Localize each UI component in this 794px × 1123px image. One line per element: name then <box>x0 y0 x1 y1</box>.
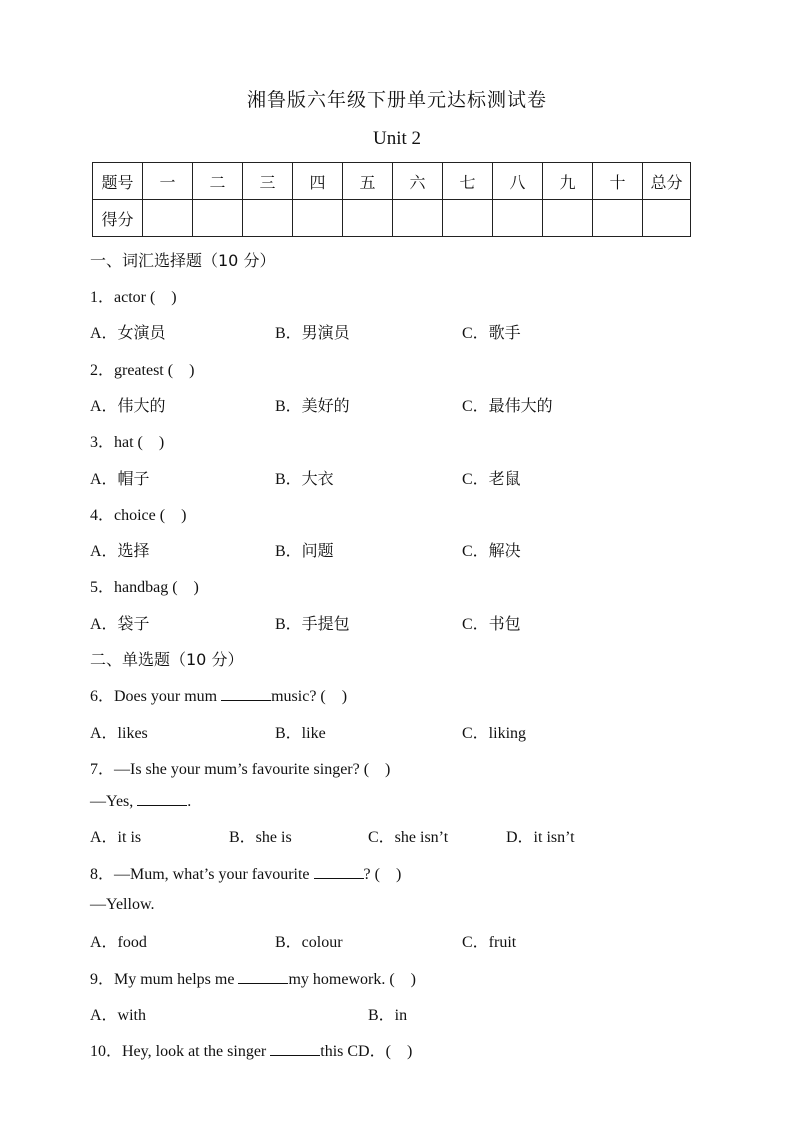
score-input-cell[interactable] <box>643 200 691 237</box>
question-stem <box>90 861 401 884</box>
score-input-cell[interactable] <box>143 200 193 237</box>
score-input-cell[interactable] <box>193 200 243 237</box>
question-stem: 4．choice ( ) <box>90 507 187 524</box>
question-text: 10．Hey, look at the singer <box>90 1043 271 1060</box>
option-d: D．it isn’t <box>506 829 575 846</box>
option-a: A．伟大的 <box>90 398 166 415</box>
question-text: 9．My mum helps me <box>90 971 239 988</box>
option-a: A．likes <box>90 725 148 742</box>
question-stem: 7．—Is she your mum’s favourite singer? ( ) <box>90 761 391 778</box>
score-header-cell: 九 <box>543 163 593 200</box>
option-a: A．女演员 <box>90 325 166 342</box>
question-text: ? ( ) <box>363 866 402 883</box>
question-text: music? ( ) <box>271 688 348 705</box>
page-title: 湘鲁版六年级下册单元达标测试卷 <box>246 89 547 111</box>
option-b: B．美好的 <box>275 398 350 415</box>
score-input-cell[interactable] <box>493 200 543 237</box>
option-c: C．she isn’t <box>368 829 449 846</box>
option-a: A．with <box>90 1007 147 1024</box>
option-c: C．老鼠 <box>462 471 521 488</box>
score-header-cell: 一 <box>143 163 193 200</box>
question-text: . <box>187 793 192 810</box>
option-c: C．liking <box>462 725 527 742</box>
question-answer-line: —Yellow. <box>90 896 155 913</box>
option-b: B．大衣 <box>275 471 334 488</box>
score-header-cell: 题号 <box>93 163 143 200</box>
question-stem <box>90 1038 412 1061</box>
score-table-header-row <box>93 163 691 200</box>
option-a: A．it is <box>90 829 142 846</box>
section-heading-vocabulary: 一、词汇选择题（10 分） <box>90 251 276 270</box>
question-text: my homework. ( ) <box>288 971 416 988</box>
question-text: 6．Does your mum <box>90 688 222 705</box>
score-input-cell[interactable] <box>243 200 293 237</box>
question-stem: 5．handbag ( ) <box>90 579 199 596</box>
option-c: C．最伟大的 <box>462 398 553 415</box>
question-stem: 1．actor ( ) <box>90 289 177 306</box>
option-c: C．歌手 <box>462 325 521 342</box>
option-c: C．fruit <box>462 934 517 951</box>
question-stem <box>90 683 347 706</box>
option-b: B．colour <box>275 934 343 951</box>
answer-blank[interactable] <box>137 791 187 806</box>
option-b: B．男演员 <box>275 325 350 342</box>
score-header-cell: 总分 <box>643 163 691 200</box>
option-c: C．书包 <box>462 616 521 633</box>
option-a: A．袋子 <box>90 616 150 633</box>
score-input-cell[interactable] <box>393 200 443 237</box>
answer-blank[interactable] <box>270 1041 320 1056</box>
question-stem <box>90 966 416 989</box>
score-header-cell: 八 <box>493 163 543 200</box>
score-header-cell: 五 <box>343 163 393 200</box>
question-text: 8．—Mum, what’s your favourite <box>90 866 314 883</box>
option-b: B．手提包 <box>275 616 350 633</box>
answer-blank[interactable] <box>314 864 364 879</box>
option-a: A．food <box>90 934 147 951</box>
score-input-cell[interactable] <box>343 200 393 237</box>
score-header-cell: 四 <box>293 163 343 200</box>
question-answer-line <box>90 791 191 811</box>
score-input-cell[interactable] <box>443 200 493 237</box>
question-stem: 2．greatest ( ) <box>90 362 195 379</box>
score-header-cell: 二 <box>193 163 243 200</box>
question-text: —Yes, <box>90 793 138 810</box>
score-header-cell: 十 <box>593 163 643 200</box>
question-text: this CD．( ) <box>320 1043 413 1060</box>
option-b: B．like <box>275 725 326 742</box>
option-b: B．in <box>368 1007 408 1024</box>
option-a: A．帽子 <box>90 471 150 488</box>
option-b: B．问题 <box>275 543 334 560</box>
option-a: A．选择 <box>90 543 150 560</box>
score-input-cell[interactable] <box>593 200 643 237</box>
option-c: C．解决 <box>462 543 521 560</box>
score-header-cell: 七 <box>443 163 493 200</box>
score-header-cell: 六 <box>393 163 443 200</box>
score-table-score-row <box>93 200 691 237</box>
score-table <box>92 162 691 237</box>
score-header-cell: 三 <box>243 163 293 200</box>
score-row-label: 得分 <box>93 200 143 237</box>
page-subtitle: Unit 2 <box>372 128 422 149</box>
answer-blank[interactable] <box>221 686 271 701</box>
question-stem: 3．hat ( ) <box>90 434 165 451</box>
section-heading-single-choice: 二、单选题（10 分） <box>90 650 244 669</box>
score-input-cell[interactable] <box>543 200 593 237</box>
score-input-cell[interactable] <box>293 200 343 237</box>
answer-blank[interactable] <box>238 969 288 984</box>
option-b: B．she is <box>229 829 292 846</box>
